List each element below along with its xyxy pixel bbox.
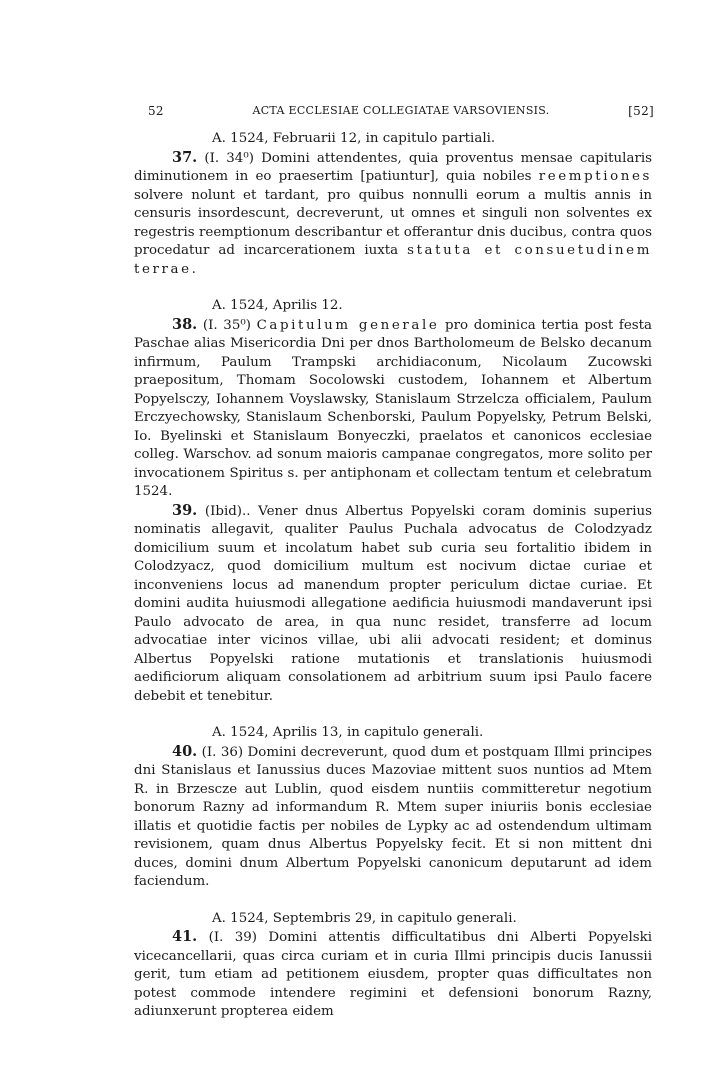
entry-37: [134, 149, 652, 280]
entry-text: (I. 39) Domini attentis difficultatibus dni Alberti Popyelski vicecancellarii, quas circa curiam et in curia Illmi principis ducis Ianussii gerit, tum etiam ad petitionem eiusdem, propter quas difficultates non potest commode intendere regimini et defensioni bonorum Razny, adiunxerunt propterea eidem: [134, 930, 652, 1019]
date-heading-41: A. 1524, Septembris 29, in capitulo generali.: [212, 910, 517, 926]
date-heading-37: A. 1524, Februarii 12, in capitulo partiali.: [212, 131, 496, 146]
body-text: [134, 130, 652, 1022]
page-number: 52: [148, 104, 164, 118]
entry-number: 41.: [172, 928, 198, 945]
entry-number: 39.: [172, 501, 198, 519]
running-title: ACTA ECCLESIAE COLLEGIATAE VARSOVIENSIS.: [252, 104, 550, 117]
spacer: [134, 892, 652, 910]
spacer: [134, 279, 652, 297]
entry-number: 38.: [172, 315, 198, 333]
date-heading-38: A. 1524, Aprilis 12.: [212, 298, 343, 313]
entry-text: (I. 34⁰) Domini attendentes, quia proventus mensae capitularis diminutionem in eo praesertim [patiuntur], quia nobiles: [134, 150, 652, 184]
entry-text: solvere nolunt et tardant, pro quibus nonnulli eorum a multis annis in censuris insordescunt, decreverunt, ut omnes et singuli non solventes ex regestris reemptionum describantur et offerantur dnis ducibus, contra quos procedatur ad incarcerationem iuxta: [134, 187, 652, 258]
page-reference: [52]: [628, 104, 654, 118]
spaced-text: reemptiones: [538, 169, 652, 184]
entry-38: [134, 316, 652, 502]
entry-number: 37.: [172, 148, 198, 166]
entry-number: 40.: [172, 742, 198, 760]
spaced-text: Capitulum generale: [256, 317, 440, 333]
entry-41: [134, 928, 652, 1022]
entry-40: [134, 743, 652, 892]
entry-text: (I. 35⁰): [197, 317, 257, 333]
spacer: [134, 706, 652, 724]
entry-text: (I. 36) Domini decreverunt, quod dum et postquam Illmi principes dni Stanislaus et Ianussius duces Mazoviae mittent suos nuntios ad Mtem R. in Brzescze aut Lublin, quod eisdem nuntiis committeretur negotium bonorum Razny ad informandum R. Mtem super iniuriis bonis ecclesiae illatis et quotidie factis per nobiles de Lypky ac ad ostendendum ultimam revisionem, quam dnus Albertus Popyelsky fecit. Et si non mittent dni duces, domini dnum Albertum Popyelski canonicum deputarunt ad idem faciendum.: [134, 744, 652, 889]
date-heading-40: A. 1524, Aprilis 13, in capitulo generali.: [212, 725, 484, 740]
spaced-text: statuta et consuetudinem terrae: [134, 243, 652, 277]
entry-text: (Ibid).. Vener dnus Albertus Popyelski coram dominis superius nominatis allegavit, qualiter Paulus Puchala advocatus de Colodzyadz domicilium suum et incolatum habet sub curia seu fortalitio ibidem in Colodzyacz, quod domicilium multum est nocivum dictae curiae et inconveniens locus ad manendum propter periculum dictae curiae. Et domini audita huiusmodi allegatione aedificia huiusmodi mandaverunt ipsi Paulo advocato de area, in qua nunc residet, transferre ad locum advocatiae inter vicinos villae, ubi alii advocati resident; et dominus Albertus Popyelski ratione mutationis et translationis huiusmodi aedificiorum aliquam consolationem ad arbitrium suum ipsi Paulo facere debebit et tenebitur.: [134, 503, 652, 704]
entry-39: [134, 502, 652, 707]
entry-text: pro dominica tertia post festa Paschae alias Misericordia Dni per dnos Bartholomeum de Belsko decanum infirmum, Paulum Trampski archidiaconum, Nicolaum Zucowski praepositum, Thomam Socolowski custodem, Iohannem et Albertum Popyelsczy, Iohannem Voyslawsky, Stanislaum Strzelcza officialem, Paulum Erczyechowsky, Stanislaum Schenborski, Paulum Popyelsky, Petrum Belski, Io. Byelinski et Stanislaum Bonyeczki, praelatos et canonicos ecclesiae colleg. Warschov. ad sonum maioris campanae congregatos, more solito per invocationem Spiritus s. per antiphonam et collectam tentum et celebratum 1524.: [134, 317, 652, 499]
entry-text: .: [191, 261, 196, 277]
